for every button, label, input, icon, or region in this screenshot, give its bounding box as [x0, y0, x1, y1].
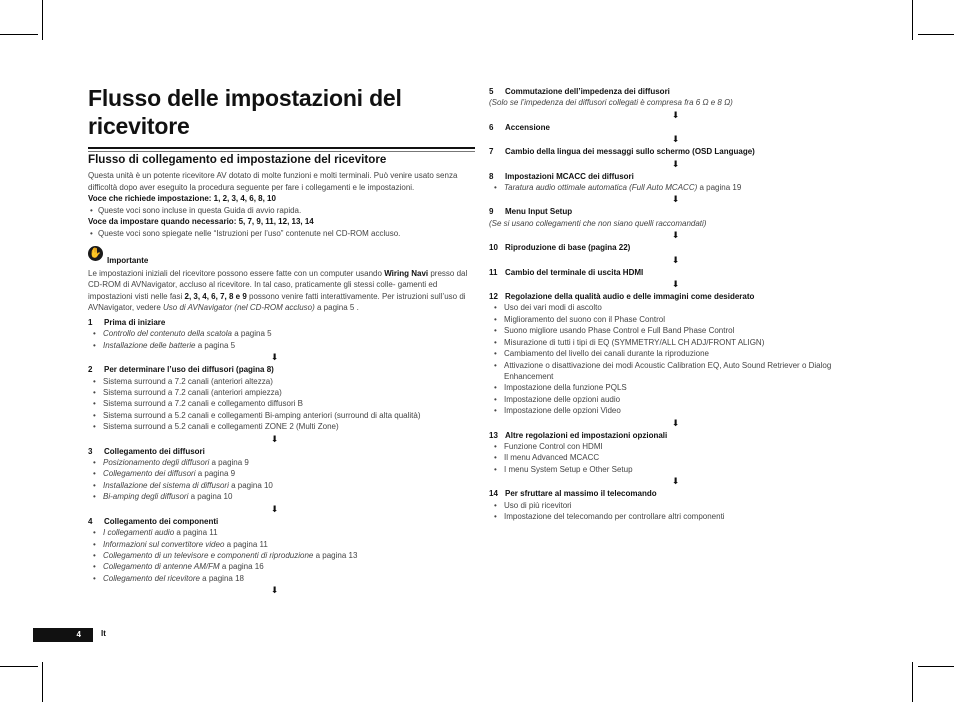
step-block [88, 446, 473, 503]
step-bullet-text: a pagina 18 [199, 573, 244, 583]
step-heading [88, 446, 473, 457]
step-bullet-text: Uso di più ricevitori [504, 500, 572, 510]
step-bullet-list [489, 500, 874, 523]
step-subtitle: (Se si usano collegamenti che non siano quelli raccomandati) [489, 218, 707, 228]
step-title: Collegamento dei componenti [104, 516, 219, 526]
step-title: Cambio della lingua dei messaggi sullo schermo (OSD Language) [505, 147, 755, 157]
step-number: 4 [88, 516, 93, 526]
step-bullet-item [493, 405, 874, 416]
step-bullet-text: a pagina 5 [195, 340, 236, 350]
step-number: 5 [489, 87, 494, 96]
step-title: Collegamento dei diffusori [104, 446, 205, 456]
step-bullet-item [493, 348, 874, 359]
step-bullet-text: Sistema surround a 7.2 canali (anteriori ampiezza) [103, 388, 282, 398]
step-heading [489, 206, 874, 217]
step-bullet-text: a pagina 10 [188, 492, 233, 502]
crop-mark [42, 0, 43, 40]
crop-mark [0, 34, 38, 35]
step-bullet-text: Suono migliore usando Phase Control e Full Band Phase Control [504, 326, 735, 336]
title-divider-thin [88, 151, 475, 152]
step-block [489, 291, 874, 416]
step-heading [489, 122, 874, 133]
step-bullet-text: a pagina 11 [174, 528, 218, 538]
down-arrow-icon: ⬇ [671, 194, 680, 205]
step-number: 7 [489, 147, 494, 157]
step-bullet-item [92, 421, 473, 432]
step-bullet-item [493, 360, 874, 383]
wiring-navi-label: Wiring Navi [384, 269, 429, 278]
step-bullet-item [493, 452, 874, 463]
step-block [489, 206, 874, 229]
steps-right-column [489, 86, 874, 522]
step-heading [489, 86, 874, 97]
required-items: 1, 2, 3, 4, 6, 8, 10 [213, 194, 276, 203]
step-title: Per sfruttare al massimo il telecomando [505, 489, 657, 499]
needed-notes [88, 228, 473, 240]
step-block [489, 267, 874, 278]
important-steps-list: 2, 3, 4, 6, 7, 8 e 9 [184, 291, 247, 301]
needed-note: • Queste voci sono spiegate nelle “Istruzioni per l’uso” contenute nel CD-ROM accluso. [88, 228, 473, 240]
step-bullet-text: Miglioramento del suono con il Phase Control [504, 314, 665, 324]
step-heading [489, 488, 874, 499]
page-title: Flusso delle impostazioni del ricevitore [88, 85, 402, 139]
step-bullet-item [493, 394, 874, 405]
step-bullet-reference: Installazione delle batterie [103, 340, 196, 350]
step-bullet-text: I menu System Setup e Other Setup [504, 464, 633, 474]
step-number: 3 [88, 446, 93, 456]
step-title: Altre regolazioni ed impostazioni opzionali [505, 430, 668, 440]
step-block [489, 242, 874, 253]
step-heading [489, 171, 874, 182]
step-number: 12 [489, 292, 498, 302]
step-bullet-reference: Collegamento dei diffusori [103, 469, 196, 479]
step-heading [88, 317, 473, 328]
step-title: Accensione [505, 122, 550, 132]
language-code: It [101, 629, 106, 638]
step-bullet-list [489, 182, 874, 193]
section-title: Flusso di collegamento ed impostazione del ricevitore [88, 153, 387, 166]
step-bullet-list [88, 376, 473, 433]
step-bullet-text: Sistema surround a 5.2 canali e collegamenti ZONE 2 (Multi Zone) [103, 422, 339, 432]
step-bullet-reference: Collegamento del ricevitore [103, 573, 200, 583]
step-block [489, 488, 874, 522]
step-bullet-list [88, 527, 473, 584]
step-bullet-text: Attivazione o disattivazione dei modi Acoustic Calibration EQ, Auto Sound Retriever o Dialog Enhancement [504, 360, 832, 381]
step-bullet-text: Sistema surround a 5.2 canali e collegamenti Bi-amping anteriori (surround di alta qualità) [103, 410, 421, 420]
required-label: Voce che richiede impostazione [88, 194, 209, 203]
step-number: 2 [88, 365, 93, 375]
step-number: 1 [88, 318, 93, 327]
step-bullet-item [493, 314, 874, 325]
step-bullet-text: Cambiamento del livello dei canali durante la riproduzione [504, 349, 710, 359]
step-number: 6 [489, 122, 494, 132]
step-bullet-item [92, 550, 473, 561]
step-bullet-text: Impostazione delle opzioni audio [504, 394, 621, 404]
intro-paragraph: Questa unità è un potente ricevitore AV dotato di molte funzioni e molti terminali. Può venire usato senza difficoltà dopo aver eseguito la procedura seguente per fare i collegamenti e le impostazioni. [88, 171, 458, 192]
step-bullet-reference: Posizionamento degli diffusori [103, 458, 210, 468]
step-bullet-text: Misurazione di tutti i tipi di EQ (SYMMETRY/ALL CH ADJ/FRONT ALIGN) [504, 337, 765, 347]
step-heading [88, 516, 473, 527]
step-title: Menu Input Setup [505, 207, 573, 217]
crop-mark [912, 0, 913, 40]
step-bullet-list [489, 441, 874, 475]
step-bullet-text: Sistema surround a 7.2 canali e collegamento diffusori B [103, 399, 303, 409]
step-bullet-text: a pagina 13 [313, 550, 358, 560]
important-hand-icon: ✋ [89, 248, 102, 259]
title-divider [88, 147, 475, 149]
step-bullet-item [92, 527, 473, 538]
required-line: Voce che richiede impostazione: 1, 2, 3, 4, 6, 8, 10 [88, 194, 276, 203]
down-arrow-icon: ⬇ [671, 109, 680, 120]
step-bullet-item [92, 491, 473, 502]
step-bullet-list [88, 457, 473, 503]
step-bullet-text: a pagina 10 [228, 480, 273, 490]
step-block [489, 86, 874, 109]
step-heading [88, 364, 473, 375]
step-bullet-item [92, 328, 473, 339]
step-bullet-item [493, 441, 874, 452]
step-heading [489, 146, 874, 157]
step-title: Riproduzione di base (pagina 22) [505, 243, 631, 253]
step-bullet-reference: Collegamento di antenne AM/FM [103, 562, 220, 572]
step-bullet-text: a pagina 9 [209, 458, 249, 468]
step-bullet-item [92, 398, 473, 409]
step-bullet-text: Uso dei vari modi di ascolto [504, 303, 602, 313]
page-number: 4 [33, 628, 93, 642]
step-bullet-text: Sistema surround a 7.2 canali (anteriori altezza) [103, 376, 273, 386]
step-bullet-item [92, 539, 473, 550]
down-arrow-icon: ⬇ [270, 433, 279, 444]
step-number: 10 [489, 243, 498, 253]
crop-mark [918, 34, 954, 35]
step-bullet-item [493, 500, 874, 511]
important-text-part: presso dal CD-ROM di AVNavigator, accluso al ricevitore. In tal caso, praticamente gli stessi colle- gamenti ed impostazioni visti nelle fasi [88, 269, 468, 301]
step-block [88, 364, 473, 432]
step-bullet-item [493, 325, 874, 336]
step-bullet-text: Impostazione delle opzioni Video [504, 406, 621, 416]
step-number: 9 [489, 207, 494, 217]
step-heading [489, 291, 874, 302]
step-subtitle: (Solo se l’impedenza dei diffusori collegati è compresa fra 6 Ω e 8 Ω) [489, 98, 733, 108]
important-text-part: possono venire fatti interattivamente. Per istruzioni sull’uso di AVNavigator, vedere [88, 291, 466, 313]
crop-mark [918, 666, 954, 667]
needed-items: 5, 7, 9, 11, 12, 13, 14 [238, 217, 314, 226]
step-bullet-reference: Installazione del sistema di diffusori [103, 480, 229, 490]
crop-mark [912, 662, 913, 702]
down-arrow-icon: ⬇ [671, 476, 680, 487]
step-bullet-item [493, 382, 874, 393]
step-block [489, 430, 874, 476]
step-title: Per determinare l’uso dei diffusori (pagina 8) [104, 365, 274, 375]
needed-label: Voce da impostare quando necessario [88, 217, 234, 226]
down-arrow-icon: ⬇ [671, 230, 680, 241]
step-bullet-text: a pagina 16 [219, 562, 264, 572]
step-bullet-text: Funzione Control con HDMI [504, 441, 603, 451]
step-bullet-text: Impostazione della funzione PQLS [504, 383, 627, 393]
important-text-part: Le impostazioni iniziali del ricevitore possono essere fatte con un computer usando [88, 269, 382, 278]
step-bullet-item [92, 410, 473, 421]
down-arrow-icon: ⬇ [671, 417, 680, 428]
intro-block [88, 170, 473, 239]
required-notes [88, 205, 473, 217]
step-title: Impostazioni MCACC dei diffusori [505, 171, 634, 181]
step-title: Cambio del terminale di uscita HDMI [505, 267, 644, 277]
step-title: Prima di iniziare [104, 318, 166, 327]
step-bullet-item [493, 182, 874, 193]
down-arrow-icon: ⬇ [270, 585, 279, 596]
step-block [88, 516, 473, 584]
down-arrow-icon: ⬇ [671, 279, 680, 290]
step-bullet-reference: I collegamenti audio [103, 528, 175, 538]
step-bullet-text: a pagina 9 [195, 469, 236, 479]
step-bullet-item [493, 302, 874, 313]
step-title: Commutazione dell’impedenza dei diffusori [505, 87, 670, 96]
step-heading [489, 242, 874, 253]
step-bullet-list [88, 328, 473, 351]
step-bullet-list [489, 302, 874, 416]
step-block [489, 146, 874, 157]
important-label: Importante [107, 256, 149, 265]
step-bullet-item [92, 376, 473, 387]
step-bullet-item [493, 337, 874, 348]
step-number: 13 [489, 430, 498, 440]
step-bullet-item [92, 340, 473, 351]
crop-mark [42, 662, 43, 702]
step-bullet-reference: Informazioni sul convertitore video [103, 539, 225, 549]
step-bullet-item [92, 387, 473, 398]
step-block [88, 317, 473, 351]
important-text [88, 268, 473, 314]
down-arrow-icon: ⬇ [671, 158, 680, 169]
step-bullet-reference: Bi-amping degli diffusori [103, 492, 189, 502]
down-arrow-icon: ⬇ [270, 503, 279, 514]
step-bullet-item [493, 511, 874, 522]
avnavigator-reference: Uso di AVNavigator (nel CD-ROM accluso) [163, 303, 315, 313]
step-heading [489, 267, 874, 278]
step-block [489, 171, 874, 194]
step-block [489, 122, 874, 133]
step-bullet-item [92, 573, 473, 584]
step-bullet-text: a pagina 19 [697, 183, 742, 193]
step-bullet-text: Il menu Advanced MCACC [504, 453, 600, 463]
step-number: 8 [489, 171, 494, 181]
step-title: Regolazione della qualità audio e delle immagini come desiderato [505, 292, 755, 302]
step-bullet-item [92, 480, 473, 491]
important-text-part: a pagina 5 . [317, 303, 359, 313]
required-note: • Queste voci sono incluse in questa Guida di avvio rapida. [88, 205, 473, 217]
step-bullet-text: Impostazione del telecomando per controllare altri componenti [504, 511, 725, 521]
steps-left-column [88, 317, 473, 597]
step-bullet-text: a pagina 11 [224, 539, 268, 549]
step-bullet-reference: Controllo del contenuto della scatola [103, 329, 232, 339]
down-arrow-icon: ⬇ [671, 254, 680, 265]
down-arrow-icon: ⬇ [671, 134, 680, 145]
step-bullet-item [493, 464, 874, 475]
needed-line: Voce da impostare quando necessario: 5, 7, 9, 11, 12, 13, 14 [88, 217, 314, 226]
step-bullet-item [92, 561, 473, 572]
step-bullet-item [92, 468, 473, 479]
down-arrow-icon: ⬇ [270, 352, 279, 363]
step-number: 11 [489, 267, 498, 277]
crop-mark [0, 666, 38, 667]
step-bullet-text: a pagina 5 [231, 329, 272, 339]
step-number: 14 [489, 489, 498, 499]
step-bullet-item [92, 457, 473, 468]
step-bullet-reference: Taratura audio ottimale automatica (Full Auto MCACC) [504, 183, 698, 193]
step-bullet-reference: Collegamento di un televisore e componenti di riproduzione [103, 550, 314, 560]
step-heading [489, 430, 874, 441]
